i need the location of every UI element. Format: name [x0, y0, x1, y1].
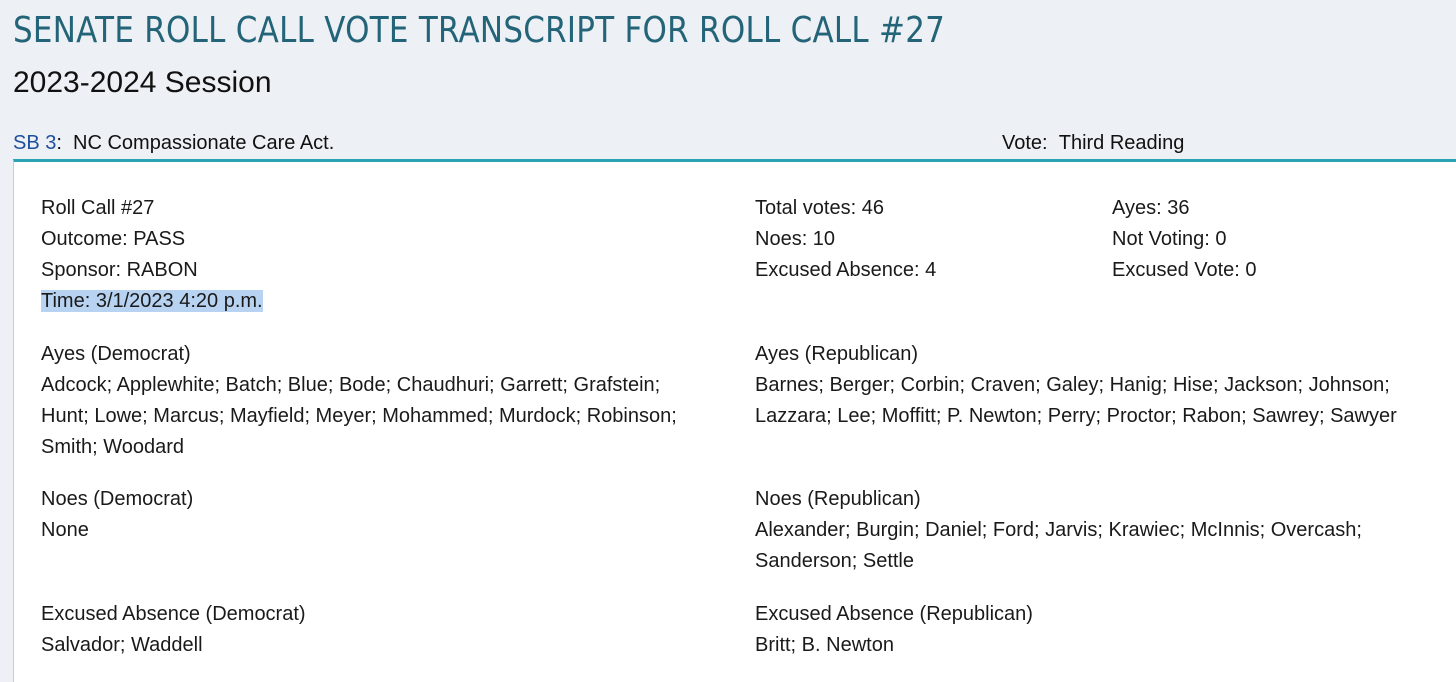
ayes-democrat-group: [41, 339, 711, 463]
vote-time: [41, 286, 263, 317]
excused-republican-heading: Excused Absence (Republican): [755, 603, 1033, 625]
ayes-republican-members: Barnes; Berger; Corbin; Craven; Galey; Hanig; Hise; Jackson; Johnson; Lazzara; Lee; Moffitt; P. Newton; Perry; Proctor; Rabon; Sawrey; Sawyer: [755, 374, 1397, 427]
noes-republican-group: [755, 484, 1395, 577]
total-votes: Total votes: 46: [755, 197, 884, 219]
bill-row: [13, 132, 334, 155]
excused-democrat-heading: Excused Absence (Democrat): [41, 603, 306, 625]
noes-democrat-heading: Noes (Democrat): [41, 488, 194, 510]
ayes-count: Ayes: 36: [1112, 197, 1190, 219]
vote-type-label: Vote:: [1002, 132, 1048, 154]
noes-democrat-group: [41, 484, 711, 546]
ayes-republican-heading: Ayes (Republican): [755, 343, 919, 365]
excused-vote-count: Excused Vote: 0: [1112, 259, 1257, 281]
excused-republican-members: Britt; B. Newton: [755, 634, 894, 656]
bill-name: NC Compassionate Care Act.: [73, 132, 335, 154]
ayes-democrat-heading: Ayes (Democrat): [41, 343, 191, 365]
roll-call-number: Roll Call #27: [41, 197, 155, 219]
noes-republican-heading: Noes (Republican): [755, 488, 921, 510]
noes-democrat-members: None: [41, 519, 89, 541]
excused-democrat-group: [41, 599, 711, 661]
excused-republican-group: [755, 599, 1435, 661]
not-voting-count: Not Voting: 0: [1112, 228, 1227, 250]
vote-time-text: Time: 3/1/2023 4:20 p.m.: [41, 290, 263, 312]
outcome: Outcome: PASS: [41, 228, 186, 250]
page-title: SENATE ROLL CALL VOTE TRANSCRIPT FOR ROLL CALL #27: [13, 10, 946, 51]
ayes-democrat-members: Adcock; Applewhite; Batch; Blue; Bode; Chaudhuri; Garrett; Grafstein; Hunt; Lowe; Marcus; Mayfield; Meyer; Mohammed; Murdock; Robinson; Smith; Woodard: [41, 374, 677, 458]
noes-count: Noes: 10: [755, 228, 836, 250]
excused-democrat-members: Salvador; Waddell: [41, 634, 203, 656]
roll-call-panel: [13, 159, 1456, 682]
session-label: 2023-2024 Session: [13, 66, 272, 99]
bill-separator: :: [56, 132, 62, 154]
ayes-republican-group: [755, 339, 1435, 432]
bill-link[interactable]: SB 3: [13, 132, 57, 154]
vote-type: [1002, 132, 1184, 155]
vote-type-value: Third Reading: [1058, 132, 1185, 154]
excused-absence-count: Excused Absence: 4: [755, 259, 937, 281]
sponsor: Sponsor: RABON: [41, 259, 198, 281]
noes-republican-members: Alexander; Burgin; Daniel; Ford; Jarvis; Krawiec; McInnis; Overcash; Sanderson; Settle: [755, 519, 1362, 572]
